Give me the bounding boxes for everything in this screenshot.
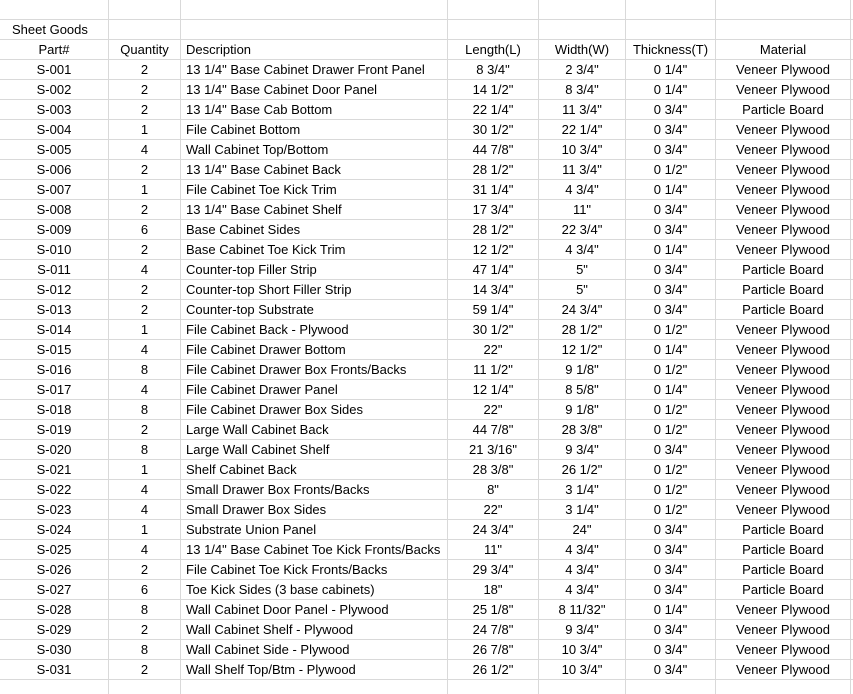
width-cell[interactable]: 3 1/4" [565, 502, 599, 517]
description-cell[interactable]: Counter-top Substrate [186, 302, 314, 317]
thickness-cell[interactable]: 0 3/4" [653, 542, 688, 557]
material-cell[interactable]: Veneer Plywood [736, 642, 830, 657]
quantity-cell[interactable]: 1 [140, 122, 149, 137]
width-cell[interactable]: 4 3/4" [565, 542, 599, 557]
table-row [0, 400, 853, 420]
part-number-cell[interactable]: S-024 [36, 522, 72, 537]
table-row [0, 240, 853, 260]
quantity-cell[interactable]: 2 [140, 202, 149, 217]
description-cell[interactable]: 13 1/4" Base Cab Bottom [186, 102, 333, 117]
material-cell[interactable]: Veneer Plywood [736, 222, 830, 237]
part-number-cell[interactable]: S-015 [36, 342, 72, 357]
table-row [0, 460, 853, 480]
length-cell[interactable]: 28 3/8" [472, 462, 514, 477]
width-cell[interactable]: 11" [572, 202, 592, 217]
quantity-cell[interactable]: 2 [140, 82, 149, 97]
thickness-cell[interactable]: 0 1/4" [653, 82, 688, 97]
length-cell[interactable]: 12 1/2" [472, 242, 514, 257]
table-row [0, 280, 853, 300]
thickness-cell[interactable]: 0 1/2" [653, 162, 688, 177]
length-cell[interactable]: 30 1/2" [472, 322, 514, 337]
width-cell[interactable]: 8 11/32" [558, 602, 606, 617]
part-number-cell[interactable]: S-009 [36, 222, 72, 237]
part-number-cell[interactable]: S-008 [36, 202, 72, 217]
material-cell[interactable]: Particle Board [742, 542, 824, 557]
description-cell[interactable]: 13 1/4" Base Cabinet Drawer Front Panel [186, 62, 425, 77]
length-cell[interactable]: 8" [487, 482, 499, 497]
width-cell[interactable]: 10 3/4" [561, 642, 603, 657]
quantity-cell[interactable]: 1 [140, 322, 149, 337]
thickness-cell[interactable]: 0 1/2" [653, 502, 688, 517]
quantity-cell[interactable]: 8 [140, 642, 149, 657]
part-number-cell[interactable]: S-013 [36, 302, 72, 317]
quantity-cell[interactable]: 2 [140, 622, 149, 637]
quantity-cell[interactable]: 6 [140, 222, 149, 237]
length-cell[interactable]: 26 7/8" [472, 642, 514, 657]
width-cell[interactable]: 24 3/4" [561, 302, 603, 317]
part-number-cell[interactable]: S-007 [36, 182, 72, 197]
description-cell[interactable]: Large Wall Cabinet Shelf [186, 442, 330, 457]
material-cell[interactable]: Veneer Plywood [736, 142, 830, 157]
quantity-cell[interactable]: 8 [140, 362, 149, 377]
thickness-cell[interactable]: 0 3/4" [653, 642, 688, 657]
material-cell[interactable]: Veneer Plywood [736, 382, 830, 397]
thickness-cell[interactable]: 0 1/4" [653, 342, 688, 357]
part-number-cell[interactable]: S-028 [36, 602, 72, 617]
width-cell[interactable]: 5" [576, 282, 588, 297]
quantity-cell[interactable]: 2 [140, 282, 149, 297]
length-cell[interactable]: 22" [483, 402, 503, 417]
length-cell[interactable]: 14 1/2" [472, 82, 514, 97]
quantity-cell[interactable]: 2 [140, 662, 149, 677]
thickness-cell[interactable]: 0 1/4" [653, 62, 688, 77]
material-cell[interactable]: Veneer Plywood [736, 662, 830, 677]
thickness-cell[interactable]: 0 1/2" [653, 422, 688, 437]
table-row [0, 60, 853, 80]
material-cell[interactable]: Particle Board [742, 522, 824, 537]
quantity-cell[interactable]: 1 [140, 182, 149, 197]
length-cell[interactable]: 30 1/2" [472, 122, 514, 137]
quantity-cell[interactable]: 4 [140, 142, 149, 157]
width-cell[interactable]: 10 3/4" [561, 142, 603, 157]
table-row [0, 360, 853, 380]
material-cell[interactable]: Veneer Plywood [736, 502, 830, 517]
table-row [0, 420, 853, 440]
width-cell[interactable]: 28 3/8" [561, 422, 603, 437]
part-number-cell[interactable]: S-010 [36, 242, 72, 257]
part-number-cell[interactable]: S-002 [36, 82, 72, 97]
description-cell[interactable]: Small Drawer Box Sides [186, 502, 327, 517]
thickness-cell[interactable]: 0 3/4" [653, 202, 688, 217]
width-cell[interactable]: 10 3/4" [561, 662, 603, 677]
description-cell[interactable]: File Cabinet Drawer Box Fronts/Backs [186, 362, 407, 377]
width-cell[interactable]: 9 1/8" [565, 402, 599, 417]
description-cell[interactable]: Shelf Cabinet Back [186, 462, 297, 477]
length-cell[interactable]: 11 1/2" [473, 362, 513, 377]
thickness-cell[interactable]: 0 1/2" [653, 482, 688, 497]
description-cell[interactable]: Wall Shelf Top/Btm - Plywood [186, 662, 356, 677]
table-row [0, 160, 853, 180]
description-cell[interactable]: Base Cabinet Toe Kick Trim [186, 242, 346, 257]
thickness-cell[interactable]: 0 3/4" [653, 622, 688, 637]
description-cell[interactable]: 13 1/4" Base Cabinet Toe Kick Fronts/Backs [186, 542, 441, 557]
part-number-cell[interactable]: S-025 [36, 542, 72, 557]
description-header[interactable]: Description [186, 42, 252, 57]
width-cell[interactable]: 9 3/4" [565, 622, 599, 637]
length-cell[interactable]: 24 7/8" [472, 622, 514, 637]
quantity-cell[interactable]: 2 [140, 422, 149, 437]
length-cell[interactable]: 26 1/2" [472, 662, 514, 677]
header-row [0, 40, 853, 60]
description-cell[interactable]: Wall Cabinet Side - Plywood [186, 642, 350, 657]
thickness-cell[interactable]: 0 3/4" [653, 142, 688, 157]
table-row [0, 380, 853, 400]
thickness-cell[interactable]: 0 3/4" [653, 122, 688, 137]
table-row [0, 660, 853, 680]
material-cell[interactable]: Veneer Plywood [736, 462, 830, 477]
table-row [0, 620, 853, 640]
thickness-cell[interactable]: 0 3/4" [653, 102, 688, 117]
material-cell[interactable]: Veneer Plywood [736, 162, 830, 177]
length-cell[interactable]: 22" [483, 342, 503, 357]
thickness-cell[interactable]: 0 3/4" [653, 562, 688, 577]
quantity-cell[interactable]: 6 [140, 582, 149, 597]
width-cell[interactable]: 28 1/2" [561, 322, 603, 337]
part-number-cell[interactable]: S-023 [36, 502, 72, 517]
part-number-cell[interactable]: S-014 [36, 322, 72, 337]
description-cell[interactable]: File Cabinet Drawer Bottom [186, 342, 346, 357]
length-cell[interactable]: 59 1/4" [472, 302, 514, 317]
thickness-cell[interactable]: 0 1/4" [653, 242, 688, 257]
sheet-title[interactable]: Sheet Goods [12, 22, 88, 37]
table-row [0, 320, 853, 340]
description-cell[interactable]: Counter-top Filler Strip [186, 262, 317, 277]
length-cell[interactable]: 12 1/4" [472, 382, 514, 397]
description-cell[interactable]: File Cabinet Back - Plywood [186, 322, 349, 337]
table-row [0, 580, 853, 600]
description-cell[interactable]: File Cabinet Toe Kick Trim [186, 182, 337, 197]
table-row [0, 500, 853, 520]
quantity-cell[interactable]: 1 [140, 462, 149, 477]
material-cell[interactable]: Veneer Plywood [736, 242, 830, 257]
length-cell[interactable]: 47 1/4" [472, 262, 514, 277]
part-number-cell[interactable]: S-012 [36, 282, 72, 297]
length-cell[interactable]: 14 3/4" [472, 282, 514, 297]
description-cell[interactable]: 13 1/4" Base Cabinet Door Panel [186, 82, 378, 97]
table-row [0, 300, 853, 320]
quantity-cell[interactable]: 2 [140, 102, 149, 117]
length-cell[interactable]: 25 1/8" [472, 602, 514, 617]
description-cell[interactable]: Base Cabinet Sides [186, 222, 301, 237]
thickness-cell[interactable]: 0 1/2" [653, 322, 688, 337]
quantity-cell[interactable]: 8 [140, 602, 149, 617]
length-cell[interactable]: 11" [483, 542, 503, 557]
length-cell[interactable]: 44 7/8" [472, 142, 514, 157]
description-cell[interactable]: File Cabinet Drawer Panel [186, 382, 338, 397]
material-cell[interactable]: Particle Board [742, 302, 824, 317]
quantity-cell[interactable]: 2 [140, 302, 149, 317]
material-cell[interactable]: Particle Board [742, 102, 824, 117]
width-header[interactable]: Width(W) [554, 42, 610, 57]
width-cell[interactable]: 12 1/2" [561, 342, 603, 357]
width-cell[interactable]: 4 3/4" [565, 562, 599, 577]
description-cell[interactable]: Substrate Union Panel [186, 522, 317, 537]
description-cell[interactable]: File Cabinet Bottom [186, 122, 301, 137]
material-cell[interactable]: Veneer Plywood [736, 202, 830, 217]
material-cell[interactable]: Particle Board [742, 582, 824, 597]
length-cell[interactable]: 18" [483, 582, 503, 597]
length-cell[interactable]: 44 7/8" [472, 422, 514, 437]
quantity-cell[interactable]: 4 [140, 342, 149, 357]
width-cell[interactable]: 22 3/4" [561, 222, 603, 237]
width-cell[interactable]: 4 3/4" [565, 582, 599, 597]
quantity-cell[interactable]: 4 [140, 482, 149, 497]
table-row [0, 560, 853, 580]
quantity-cell[interactable]: 4 [140, 262, 149, 277]
quantity-cell[interactable]: 2 [140, 162, 149, 177]
thickness-cell[interactable]: 0 3/4" [653, 222, 688, 237]
part-number-cell[interactable]: S-001 [36, 62, 72, 77]
part-number-cell[interactable]: S-018 [36, 402, 72, 417]
thickness-cell[interactable]: 0 1/4" [653, 182, 688, 197]
material-cell[interactable]: Veneer Plywood [736, 62, 830, 77]
thickness-cell[interactable]: 0 3/4" [653, 282, 688, 297]
part-number-cell[interactable]: S-027 [36, 582, 72, 597]
thickness-cell[interactable]: 0 1/2" [653, 462, 688, 477]
material-cell[interactable]: Veneer Plywood [736, 182, 830, 197]
part-number-cell[interactable]: S-003 [36, 102, 72, 117]
thickness-cell[interactable]: 0 3/4" [653, 522, 688, 537]
width-cell[interactable]: 24" [572, 522, 592, 537]
thickness-cell[interactable]: 0 3/4" [653, 662, 688, 677]
part-number-cell[interactable]: S-005 [36, 142, 72, 157]
material-cell[interactable]: Particle Board [742, 262, 824, 277]
part-number-cell[interactable]: S-006 [36, 162, 72, 177]
table-row [0, 200, 853, 220]
material-header[interactable]: Material [759, 42, 807, 57]
table-row [0, 640, 853, 660]
table-row [0, 260, 853, 280]
table-row [0, 140, 853, 160]
width-cell[interactable]: 26 1/2" [561, 462, 603, 477]
quantity-cell[interactable]: 4 [140, 382, 149, 397]
part-header[interactable]: Part# [38, 42, 70, 57]
table-row [0, 480, 853, 500]
quantity-cell[interactable]: 2 [140, 62, 149, 77]
part-number-cell[interactable]: S-030 [36, 642, 72, 657]
description-cell[interactable]: Small Drawer Box Fronts/Backs [186, 482, 370, 497]
part-number-cell[interactable]: S-031 [36, 662, 72, 677]
part-number-cell[interactable]: S-017 [36, 382, 72, 397]
description-cell[interactable]: Toe Kick Sides (3 base cabinets) [186, 582, 375, 597]
material-cell[interactable]: Veneer Plywood [736, 602, 830, 617]
quantity-cell[interactable]: 8 [140, 402, 149, 417]
quantity-cell[interactable]: 2 [140, 562, 149, 577]
material-cell[interactable]: Veneer Plywood [736, 442, 830, 457]
description-cell[interactable]: Wall Cabinet Top/Bottom [186, 142, 329, 157]
quantity-header[interactable]: Quantity [120, 42, 169, 57]
width-cell[interactable]: 4 3/4" [565, 242, 599, 257]
material-cell[interactable]: Veneer Plywood [736, 342, 830, 357]
width-cell[interactable]: 3 1/4" [565, 482, 599, 497]
part-number-cell[interactable]: S-016 [36, 362, 72, 377]
thickness-header[interactable]: Thickness(T) [632, 42, 709, 57]
width-cell[interactable]: 22 1/4" [561, 122, 603, 137]
length-cell[interactable]: 21 3/16" [469, 442, 517, 457]
material-cell[interactable]: Veneer Plywood [736, 82, 830, 97]
thickness-cell[interactable]: 0 1/2" [653, 402, 688, 417]
material-cell[interactable]: Veneer Plywood [736, 482, 830, 497]
table-row [0, 80, 853, 100]
table-row [0, 180, 853, 200]
quantity-cell[interactable]: 2 [140, 242, 149, 257]
thickness-cell[interactable]: 0 3/4" [653, 262, 688, 277]
table-row [0, 520, 853, 540]
quantity-cell[interactable]: 1 [140, 522, 149, 537]
part-number-cell[interactable]: S-004 [36, 122, 72, 137]
length-cell[interactable]: 31 1/4" [472, 182, 514, 197]
table-row [0, 220, 853, 240]
material-cell[interactable]: Veneer Plywood [736, 122, 830, 137]
description-cell[interactable]: 13 1/4" Base Cabinet Back [186, 162, 341, 177]
table-row [0, 120, 853, 140]
material-cell[interactable]: Veneer Plywood [736, 422, 830, 437]
width-cell[interactable]: 8 5/8" [565, 382, 599, 397]
part-number-cell[interactable]: S-026 [36, 562, 72, 577]
length-cell[interactable]: 28 1/2" [472, 222, 514, 237]
thickness-cell[interactable]: 0 1/4" [653, 602, 688, 617]
description-cell[interactable]: Counter-top Short Filler Strip [186, 282, 352, 297]
description-cell[interactable]: 13 1/4" Base Cabinet Shelf [186, 202, 342, 217]
width-cell[interactable]: 11 3/4" [562, 162, 602, 177]
width-cell[interactable]: 11 3/4" [562, 102, 602, 117]
material-cell[interactable]: Veneer Plywood [736, 362, 830, 377]
description-cell[interactable]: Wall Cabinet Door Panel - Plywood [186, 602, 389, 617]
description-cell[interactable]: Wall Cabinet Shelf - Plywood [186, 622, 354, 637]
quantity-cell[interactable]: 4 [140, 542, 149, 557]
description-cell[interactable]: File Cabinet Toe Kick Fronts/Backs [186, 562, 388, 577]
table-row [0, 440, 853, 460]
part-number-cell[interactable]: S-020 [36, 442, 72, 457]
part-number-cell[interactable]: S-029 [36, 622, 72, 637]
quantity-cell[interactable]: 8 [140, 442, 149, 457]
length-cell[interactable]: 17 3/4" [472, 202, 514, 217]
table-row [0, 540, 853, 560]
part-number-cell[interactable]: S-022 [36, 482, 72, 497]
table-row [0, 600, 853, 620]
length-cell[interactable]: 22 1/4" [472, 102, 514, 117]
length-cell[interactable]: 8 3/4" [476, 62, 510, 77]
length-cell[interactable]: 28 1/2" [472, 162, 514, 177]
material-cell[interactable]: Particle Board [742, 562, 824, 577]
thickness-cell[interactable]: 0 3/4" [653, 582, 688, 597]
thickness-cell[interactable]: 0 3/4" [653, 442, 688, 457]
width-cell[interactable]: 2 3/4" [565, 62, 599, 77]
material-cell[interactable]: Veneer Plywood [736, 622, 830, 637]
quantity-cell[interactable]: 4 [140, 502, 149, 517]
part-number-cell[interactable]: S-021 [36, 462, 72, 477]
material-cell[interactable]: Veneer Plywood [736, 402, 830, 417]
width-cell[interactable]: 9 3/4" [565, 442, 599, 457]
table-row [0, 340, 853, 360]
description-cell[interactable]: File Cabinet Drawer Box Sides [186, 402, 364, 417]
length-header[interactable]: Length(L) [465, 42, 521, 57]
part-number-cell[interactable]: S-011 [37, 262, 71, 277]
part-number-cell[interactable]: S-019 [36, 422, 72, 437]
table-row [0, 100, 853, 120]
width-cell[interactable]: 9 1/8" [565, 362, 599, 377]
length-cell[interactable]: 22" [483, 502, 503, 517]
width-cell[interactable]: 8 3/4" [565, 82, 599, 97]
thickness-cell[interactable]: 0 3/4" [653, 302, 688, 317]
length-cell[interactable]: 29 3/4" [472, 562, 514, 577]
width-cell[interactable]: 4 3/4" [565, 182, 599, 197]
width-cell[interactable]: 5" [576, 262, 588, 277]
length-cell[interactable]: 24 3/4" [472, 522, 514, 537]
thickness-cell[interactable]: 0 1/2" [653, 362, 688, 377]
thickness-cell[interactable]: 0 1/4" [653, 382, 688, 397]
material-cell[interactable]: Veneer Plywood [736, 322, 830, 337]
material-cell[interactable]: Particle Board [742, 282, 824, 297]
description-cell[interactable]: Large Wall Cabinet Back [186, 422, 329, 437]
